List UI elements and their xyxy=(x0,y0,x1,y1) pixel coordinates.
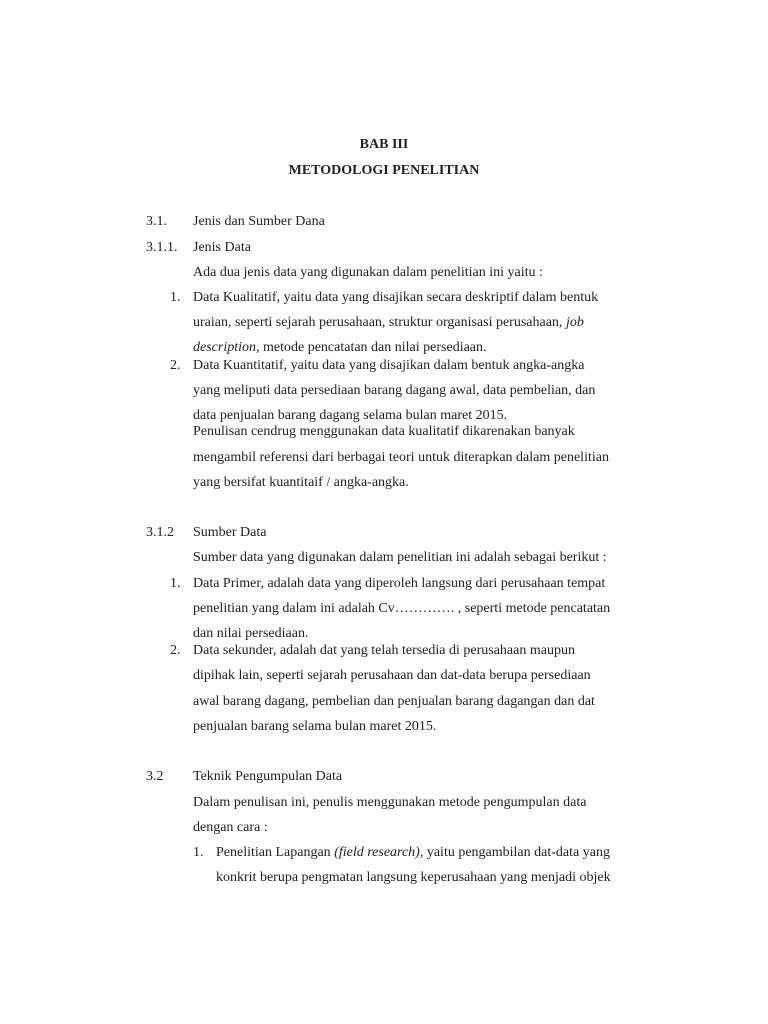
italic-text: description, xyxy=(193,340,260,355)
list-item-line: Data Kualitatif, yaitu data yang disajikan secara deskriptif dalam bentuk xyxy=(193,290,599,305)
text-run: yaitu pengambilan dat-data yang xyxy=(426,845,610,860)
list-item-line: konkrit berupa pengmatan langsung keperusahaan yang menjadi objek xyxy=(216,870,611,885)
list-item-line: Data sekunder, adalah dat yang telah tersedia di perusahaan maupun xyxy=(193,643,575,658)
italic-text: job xyxy=(565,315,584,330)
chapter-title: METODOLOGI PENELITIAN xyxy=(288,163,480,178)
paragraph-line: Dalam penulisan ini, penulis menggunakan metode pengumpulan data xyxy=(193,795,587,810)
list-item-line: Data Primer, adalah data yang diperoleh langsung dari perusahaan tempat xyxy=(193,576,606,591)
text-run: Penelitian Lapangan xyxy=(216,845,331,860)
paragraph-line: dengan cara : xyxy=(193,820,268,835)
list-item-line xyxy=(193,340,487,356)
list-item-line: awal barang dagang, pembelian dan penjualan barang dagangan dan dat xyxy=(193,694,595,709)
list-number: 2. xyxy=(170,643,181,658)
list-item-line: penjualan barang selama bulan maret 2015. xyxy=(193,719,437,734)
subsection-heading: Jenis Data xyxy=(193,240,251,255)
subsection-number: 3.1.2 xyxy=(146,525,174,540)
paragraph-line: mengambil referensi dari berbagai teori untuk diterapkan dalam penelitian xyxy=(193,450,609,465)
text-run: uraian, seperti sejarah perusahaan, struktur organisasi perusahaan, xyxy=(193,315,563,330)
list-item-line: dan nilai persediaan. xyxy=(193,626,309,641)
paragraph-line: Ada dua jenis data yang digunakan dalam penelitian ini yaitu : xyxy=(193,265,543,280)
subsection-number: 3.1.1. xyxy=(146,240,178,255)
list-number: 1. xyxy=(193,845,204,860)
section-heading: Jenis dan Sumber Dana xyxy=(193,214,325,229)
list-item-line: data penjualan barang dagang selama bulan maret 2015. xyxy=(193,408,508,423)
text-run: metode pencatatan dan nilai persediaan. xyxy=(263,340,487,355)
list-number: 2. xyxy=(170,358,181,373)
list-item-line xyxy=(216,845,610,861)
list-item-line: penelitian yang dalam ini adalah Cv…………. , seperti metode pencatatan xyxy=(193,601,611,616)
paragraph-line: yang bersifat kuantitaif / angka-angka. xyxy=(193,475,409,490)
section-number: 3.1. xyxy=(146,214,167,229)
list-number: 1. xyxy=(170,576,181,591)
list-item-line: Data Kuantitatif, yaitu data yang disajikan dalam bentuk angka-angka xyxy=(193,358,585,373)
chapter-label: BAB III xyxy=(359,137,409,152)
paragraph-line: Penulisan cendrug menggunakan data kualitatif dikarenakan banyak xyxy=(193,424,575,439)
subsection-heading: Sumber Data xyxy=(193,525,267,540)
section-heading: Teknik Pengumpulan Data xyxy=(193,769,343,784)
italic-text: (field research), xyxy=(334,845,424,860)
list-item-line xyxy=(193,315,584,331)
list-item-line: yang meliputi data persediaan barang dagang awal, data pembelian, dan xyxy=(193,383,596,398)
section-number: 3.2 xyxy=(146,769,164,784)
list-number: 1. xyxy=(170,290,181,305)
list-item-line: dipihak lain, seperti sejarah perusahaan dan dat-data berupa persediaan xyxy=(193,668,591,683)
paragraph-line: Sumber data yang digunakan dalam penelitian ini adalah sebagai berikut : xyxy=(193,550,607,565)
